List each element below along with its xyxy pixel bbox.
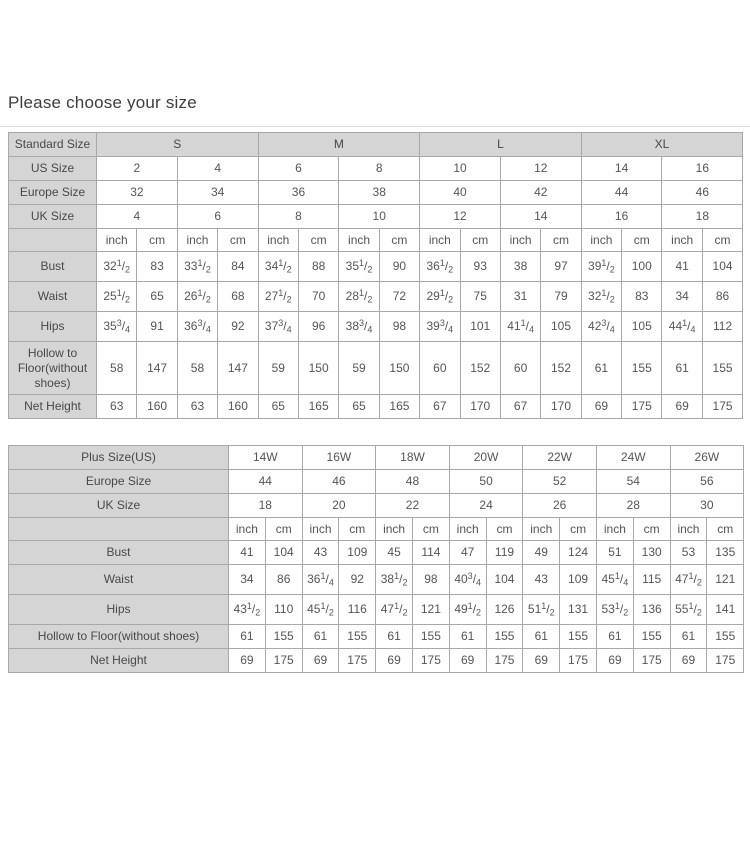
value-cell: 124: [560, 541, 597, 565]
size-cell: 14: [500, 205, 581, 229]
value-cell: 115: [633, 565, 670, 595]
value-cell: $38^1/_2$: [376, 565, 413, 595]
table-row: [9, 229, 743, 252]
unit-cm-cell: cm: [633, 518, 670, 541]
value-cell: 175: [339, 649, 376, 673]
value-cell: $28^1/_2$: [339, 282, 379, 312]
value-cell: 65: [137, 282, 177, 312]
value-cell: 75: [460, 282, 500, 312]
value-cell: 170: [460, 395, 500, 419]
value-cell: 47: [449, 541, 486, 565]
value-cell: $36^1/_4$: [302, 565, 339, 595]
value-cell: 109: [339, 541, 376, 565]
value-cell: 135: [707, 541, 744, 565]
value-cell: 60: [420, 342, 460, 395]
table-row: [9, 595, 744, 625]
size-cell: 10: [420, 157, 501, 181]
size-cell: 14: [581, 157, 662, 181]
value-cell: $47^1/_2$: [376, 595, 413, 625]
table-row: [9, 649, 744, 673]
size-cell: 38: [339, 181, 420, 205]
value-cell: 63: [177, 395, 217, 419]
value-cell: 160: [137, 395, 177, 419]
size-cell: 46: [662, 181, 743, 205]
value-cell: 150: [379, 342, 419, 395]
table-row: [9, 252, 743, 282]
value-cell: 68: [218, 282, 258, 312]
value-cell: 131: [560, 595, 597, 625]
value-cell: 92: [339, 565, 376, 595]
value-cell: 67: [500, 395, 540, 419]
value-cell: 59: [258, 342, 298, 395]
row-label: Net Height: [9, 395, 97, 419]
size-cell: 56: [670, 470, 744, 494]
value-cell: $32^1/_2$: [97, 252, 137, 282]
value-cell: 51: [596, 541, 633, 565]
value-cell: 61: [302, 625, 339, 649]
value-cell: $44^1/_4$: [662, 312, 702, 342]
size-cell: 14W: [229, 446, 303, 470]
size-cell: 20W: [449, 446, 523, 470]
value-cell: 116: [339, 595, 376, 625]
value-cell: 126: [486, 595, 523, 625]
standard-size-body: [9, 133, 743, 419]
value-cell: 43: [523, 565, 560, 595]
unit-cm-cell: cm: [486, 518, 523, 541]
value-cell: 97: [541, 252, 581, 282]
table-row: [9, 342, 743, 395]
size-cell: 16W: [302, 446, 376, 470]
value-cell: 38: [500, 252, 540, 282]
value-cell: $47^1/_2$: [670, 565, 707, 595]
value-cell: 155: [486, 625, 523, 649]
row-label: Hips: [9, 595, 229, 625]
size-cell: 18W: [376, 446, 450, 470]
unit-inch-cell: inch: [97, 229, 137, 252]
value-cell: $51^1/_2$: [523, 595, 560, 625]
size-cell: 44: [229, 470, 303, 494]
size-cell: 54: [596, 470, 670, 494]
size-cell: 26W: [670, 446, 744, 470]
value-cell: $35^1/_2$: [339, 252, 379, 282]
value-cell: $32^1/_2$: [581, 282, 621, 312]
value-cell: 119: [486, 541, 523, 565]
size-cell: 44: [581, 181, 662, 205]
row-label: Bust: [9, 541, 229, 565]
value-cell: $36^1/_2$: [420, 252, 460, 282]
size-cell: 22: [376, 494, 450, 518]
value-cell: 160: [218, 395, 258, 419]
unit-inch-cell: inch: [258, 229, 298, 252]
plus-size-body: [9, 446, 744, 673]
value-cell: 90: [379, 252, 419, 282]
value-cell: 136: [633, 595, 670, 625]
value-cell: 130: [633, 541, 670, 565]
value-cell: 175: [412, 649, 449, 673]
size-cell: 16: [581, 205, 662, 229]
value-cell: 69: [670, 649, 707, 673]
size-cell: 22W: [523, 446, 597, 470]
unit-inch-cell: inch: [376, 518, 413, 541]
value-cell: $26^1/_2$: [177, 282, 217, 312]
value-cell: $34^1/_2$: [258, 252, 298, 282]
value-cell: 69: [596, 649, 633, 673]
value-cell: 91: [137, 312, 177, 342]
size-group-cell: M: [258, 133, 420, 157]
row-label: [9, 229, 97, 252]
value-cell: 175: [622, 395, 662, 419]
value-cell: 104: [486, 565, 523, 595]
table-row: [9, 157, 743, 181]
value-cell: 147: [218, 342, 258, 395]
value-cell: 61: [449, 625, 486, 649]
value-cell: $55^1/_2$: [670, 595, 707, 625]
unit-cm-cell: cm: [560, 518, 597, 541]
size-cell: 50: [449, 470, 523, 494]
size-cell: 6: [258, 157, 339, 181]
value-cell: 92: [218, 312, 258, 342]
value-cell: 155: [560, 625, 597, 649]
value-cell: 83: [137, 252, 177, 282]
unit-inch-cell: inch: [662, 229, 702, 252]
row-label: Europe Size: [9, 181, 97, 205]
value-cell: 84: [218, 252, 258, 282]
size-cell: 16: [662, 157, 743, 181]
value-cell: 150: [298, 342, 338, 395]
value-cell: 61: [662, 342, 702, 395]
value-cell: 31: [500, 282, 540, 312]
unit-inch-cell: inch: [177, 229, 217, 252]
row-label: Bust: [9, 252, 97, 282]
value-cell: $40^3/_4$: [449, 565, 486, 595]
value-cell: 93: [460, 252, 500, 282]
value-cell: 165: [298, 395, 338, 419]
row-label: Net Height: [9, 649, 229, 673]
value-cell: $45^1/_4$: [596, 565, 633, 595]
value-cell: 155: [707, 625, 744, 649]
value-cell: 70: [298, 282, 338, 312]
size-cell: 12: [500, 157, 581, 181]
value-cell: 155: [633, 625, 670, 649]
size-cell: 46: [302, 470, 376, 494]
value-cell: 69: [662, 395, 702, 419]
value-cell: $35^3/_4$: [97, 312, 137, 342]
unit-cm-cell: cm: [622, 229, 662, 252]
table-row: [9, 494, 744, 518]
value-cell: 104: [702, 252, 742, 282]
size-cell: 36: [258, 181, 339, 205]
value-cell: 175: [707, 649, 744, 673]
unit-cm-cell: cm: [339, 518, 376, 541]
value-cell: $37^3/_4$: [258, 312, 298, 342]
unit-inch-cell: inch: [581, 229, 621, 252]
value-cell: $42^3/_4$: [581, 312, 621, 342]
value-cell: 147: [137, 342, 177, 395]
value-cell: 88: [298, 252, 338, 282]
size-cell: 24: [449, 494, 523, 518]
table-row: [9, 518, 744, 541]
size-cell: 52: [523, 470, 597, 494]
row-label: UK Size: [9, 205, 97, 229]
unit-cm-cell: cm: [702, 229, 742, 252]
size-cell: 32: [97, 181, 178, 205]
value-cell: 98: [379, 312, 419, 342]
value-cell: 61: [523, 625, 560, 649]
value-cell: 79: [541, 282, 581, 312]
value-cell: $43^1/_2$: [229, 595, 266, 625]
value-cell: 114: [412, 541, 449, 565]
value-cell: 104: [265, 541, 302, 565]
size-cell: 2: [97, 157, 178, 181]
unit-inch-cell: inch: [449, 518, 486, 541]
value-cell: 86: [702, 282, 742, 312]
value-cell: 152: [541, 342, 581, 395]
size-cell: 8: [339, 157, 420, 181]
unit-inch-cell: inch: [596, 518, 633, 541]
row-label: Hips: [9, 312, 97, 342]
unit-cm-cell: cm: [412, 518, 449, 541]
value-cell: 83: [622, 282, 662, 312]
value-cell: $41^1/_4$: [500, 312, 540, 342]
value-cell: $49^1/_2$: [449, 595, 486, 625]
value-cell: 155: [622, 342, 662, 395]
value-cell: 121: [412, 595, 449, 625]
unit-cm-cell: cm: [460, 229, 500, 252]
value-cell: 110: [265, 595, 302, 625]
value-cell: 69: [302, 649, 339, 673]
size-cell: 40: [420, 181, 501, 205]
table-row: [9, 446, 744, 470]
value-cell: 152: [460, 342, 500, 395]
value-cell: 98: [412, 565, 449, 595]
value-cell: 155: [412, 625, 449, 649]
size-cell: 26: [523, 494, 597, 518]
size-cell: 24W: [596, 446, 670, 470]
size-cell: 12: [420, 205, 501, 229]
value-cell: $45^1/_2$: [302, 595, 339, 625]
row-label: Europe Size: [9, 470, 229, 494]
size-cell: 20: [302, 494, 376, 518]
value-cell: 58: [177, 342, 217, 395]
standard-size-table: [8, 132, 743, 419]
value-cell: $39^1/_2$: [581, 252, 621, 282]
unit-cm-cell: cm: [265, 518, 302, 541]
row-label: Waist: [9, 565, 229, 595]
unit-inch-cell: inch: [339, 229, 379, 252]
value-cell: $39^3/_4$: [420, 312, 460, 342]
value-cell: 175: [265, 649, 302, 673]
size-cell: 42: [500, 181, 581, 205]
row-label: Hollow to Floor(without shoes): [9, 342, 97, 395]
value-cell: 112: [702, 312, 742, 342]
row-label: UK Size: [9, 494, 229, 518]
value-cell: 34: [662, 282, 702, 312]
value-cell: 175: [633, 649, 670, 673]
value-cell: 165: [379, 395, 419, 419]
table-row: [9, 470, 744, 494]
value-cell: 41: [229, 541, 266, 565]
value-cell: 155: [265, 625, 302, 649]
size-cell: 18: [662, 205, 743, 229]
table-row: [9, 565, 744, 595]
size-cell: 28: [596, 494, 670, 518]
row-label: Waist: [9, 282, 97, 312]
value-cell: 72: [379, 282, 419, 312]
size-group-cell: XL: [581, 133, 743, 157]
size-cell: 30: [670, 494, 744, 518]
value-cell: 69: [376, 649, 413, 673]
size-group-cell: L: [420, 133, 582, 157]
table-row: [9, 205, 743, 229]
value-cell: 105: [622, 312, 662, 342]
value-cell: $53^1/_2$: [596, 595, 633, 625]
value-cell: 101: [460, 312, 500, 342]
size-cell: 10: [339, 205, 420, 229]
unit-cm-cell: cm: [298, 229, 338, 252]
size-cell: 48: [376, 470, 450, 494]
unit-inch-cell: inch: [500, 229, 540, 252]
row-label: Hollow to Floor(without shoes): [9, 625, 229, 649]
unit-cm-cell: cm: [379, 229, 419, 252]
value-cell: 67: [420, 395, 460, 419]
value-cell: 69: [449, 649, 486, 673]
unit-cm-cell: cm: [541, 229, 581, 252]
size-cell: 4: [97, 205, 178, 229]
value-cell: 69: [581, 395, 621, 419]
value-cell: $27^1/_2$: [258, 282, 298, 312]
size-group-cell: S: [97, 133, 259, 157]
page-title: Please choose your size: [8, 93, 197, 112]
unit-inch-cell: inch: [229, 518, 266, 541]
value-cell: 61: [581, 342, 621, 395]
value-cell: 86: [265, 565, 302, 595]
value-cell: $25^1/_2$: [97, 282, 137, 312]
value-cell: 60: [500, 342, 540, 395]
value-cell: $38^3/_4$: [339, 312, 379, 342]
unit-cm-cell: cm: [707, 518, 744, 541]
row-label: Standard Size: [9, 133, 97, 157]
unit-inch-cell: inch: [670, 518, 707, 541]
size-cell: 8: [258, 205, 339, 229]
table-row: [9, 395, 743, 419]
table-row: [9, 133, 743, 157]
value-cell: 96: [298, 312, 338, 342]
value-cell: 61: [229, 625, 266, 649]
table-row: [9, 282, 743, 312]
unit-inch-cell: inch: [420, 229, 460, 252]
table-row: [9, 625, 744, 649]
value-cell: 63: [97, 395, 137, 419]
table-row: [9, 312, 743, 342]
value-cell: 58: [97, 342, 137, 395]
value-cell: 61: [596, 625, 633, 649]
value-cell: 155: [339, 625, 376, 649]
row-label: Plus Size(US): [9, 446, 229, 470]
value-cell: 69: [229, 649, 266, 673]
value-cell: 41: [662, 252, 702, 282]
value-cell: 61: [376, 625, 413, 649]
value-cell: 155: [702, 342, 742, 395]
value-cell: 175: [702, 395, 742, 419]
value-cell: 175: [560, 649, 597, 673]
value-cell: 100: [622, 252, 662, 282]
size-cell: 6: [177, 205, 258, 229]
value-cell: $36^3/_4$: [177, 312, 217, 342]
value-cell: 170: [541, 395, 581, 419]
title-divider: [0, 126, 750, 127]
table-row: [9, 541, 744, 565]
value-cell: 69: [523, 649, 560, 673]
value-cell: $29^1/_2$: [420, 282, 460, 312]
unit-inch-cell: inch: [302, 518, 339, 541]
size-cell: 18: [229, 494, 303, 518]
table-row: [9, 181, 743, 205]
value-cell: 53: [670, 541, 707, 565]
value-cell: 109: [560, 565, 597, 595]
value-cell: 65: [339, 395, 379, 419]
row-label: US Size: [9, 157, 97, 181]
value-cell: 141: [707, 595, 744, 625]
value-cell: 105: [541, 312, 581, 342]
value-cell: $33^1/_2$: [177, 252, 217, 282]
value-cell: 121: [707, 565, 744, 595]
size-cell: 4: [177, 157, 258, 181]
value-cell: 175: [486, 649, 523, 673]
unit-cm-cell: cm: [137, 229, 177, 252]
value-cell: 43: [302, 541, 339, 565]
size-cell: 34: [177, 181, 258, 205]
unit-cm-cell: cm: [218, 229, 258, 252]
plus-size-table: [8, 445, 744, 673]
value-cell: 65: [258, 395, 298, 419]
value-cell: 34: [229, 565, 266, 595]
unit-inch-cell: inch: [523, 518, 560, 541]
row-label: [9, 518, 229, 541]
value-cell: 59: [339, 342, 379, 395]
value-cell: 45: [376, 541, 413, 565]
value-cell: 49: [523, 541, 560, 565]
value-cell: 61: [670, 625, 707, 649]
